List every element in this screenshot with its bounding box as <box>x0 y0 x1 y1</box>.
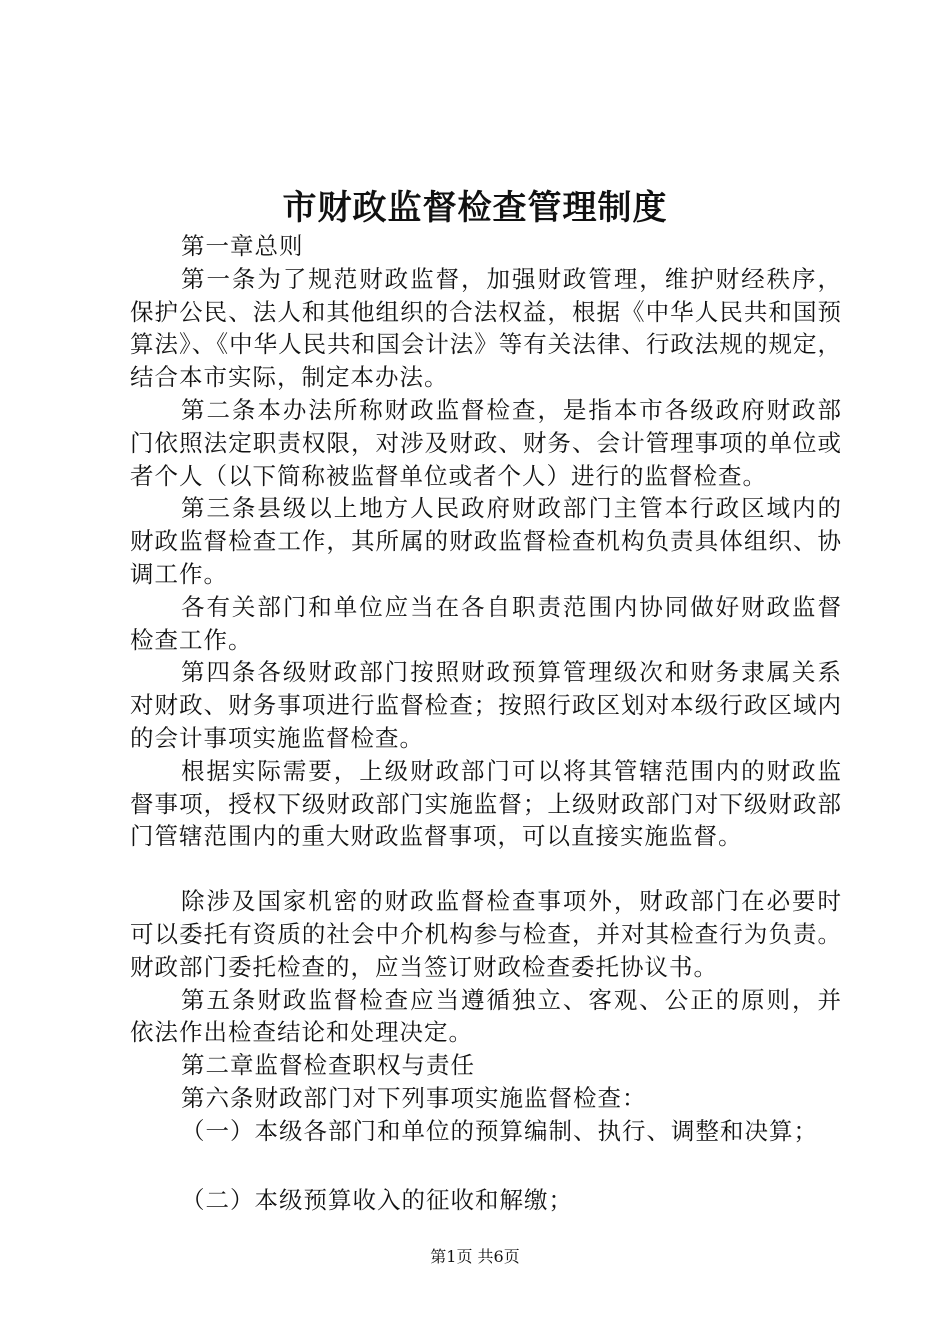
paragraph: 第四条各级财政部门按照财政预算管理级次和财务隶属关系对财政、财务事项进行监督检查；按照行政区划对本级行政区域内的会计事项实施监督检查。 <box>130 658 842 752</box>
paragraph: 除涉及国家机密的财政监督检查事项外，财政部门在必要时可以委托有资质的社会中介机构参与检查，并对其检查行为负责。财政部门委托检查的，应当签订财政检查委托协议书。 <box>130 887 842 981</box>
paragraph: 第三条县级以上地方人民政府财政部门主管本行政区域内的财政监督检查工作，其所属的财政监督检查机构负责具体组织、协调工作。 <box>130 494 842 588</box>
paragraph: 第五条财政监督检查应当遵循独立、客观、公正的原则，并依法作出检查结论和处理决定。 <box>130 985 842 1047</box>
chapter-heading: 第二章监督检查职权与责任 <box>181 1051 475 1080</box>
page-number: 第1页 共6页 <box>430 1247 520 1266</box>
paragraph: 各有关部门和单位应当在各自职责范围内协同做好财政监督检查工作。 <box>130 592 842 654</box>
paragraph: 第六条财政部门对下列事项实施监督检查： <box>181 1083 647 1112</box>
document-title: 市财政监督检查管理制度 <box>282 188 668 228</box>
paragraph: 根据实际需要，上级财政部门可以将其管辖范围内的财政监督事项，授权下级财政部门实施监督；上级财政部门对下级财政部门管辖范围内的重大财政监督事项，可以直接实施监督。 <box>130 756 842 851</box>
document-body <box>130 230 842 1216</box>
paragraph: 第一条为了规范财政监督，加强财政管理，维护财经秩序，保护公民、法人和其他组织的合法权益，根据《中华人民共和国预算法》、《中华人民共和国会计法》等有关法律、行政法规的规定，结合本市实际，制定本办法。 <box>130 264 842 392</box>
list-item: （一）本级各部门和单位的预算编制、执行、调整和决算； <box>181 1116 818 1145</box>
list-item: （二）本级预算收入的征收和解缴； <box>181 1185 573 1214</box>
chapter-heading: 第一章总则 <box>181 232 304 260</box>
paragraph: 第二条本办法所称财政监督检查，是指本市各级政府财政部门依照法定职责权限，对涉及财政、财务、会计管理事项的单位或者个人（以下简称被监督单位或者个人）进行的监督检查。 <box>130 395 842 490</box>
